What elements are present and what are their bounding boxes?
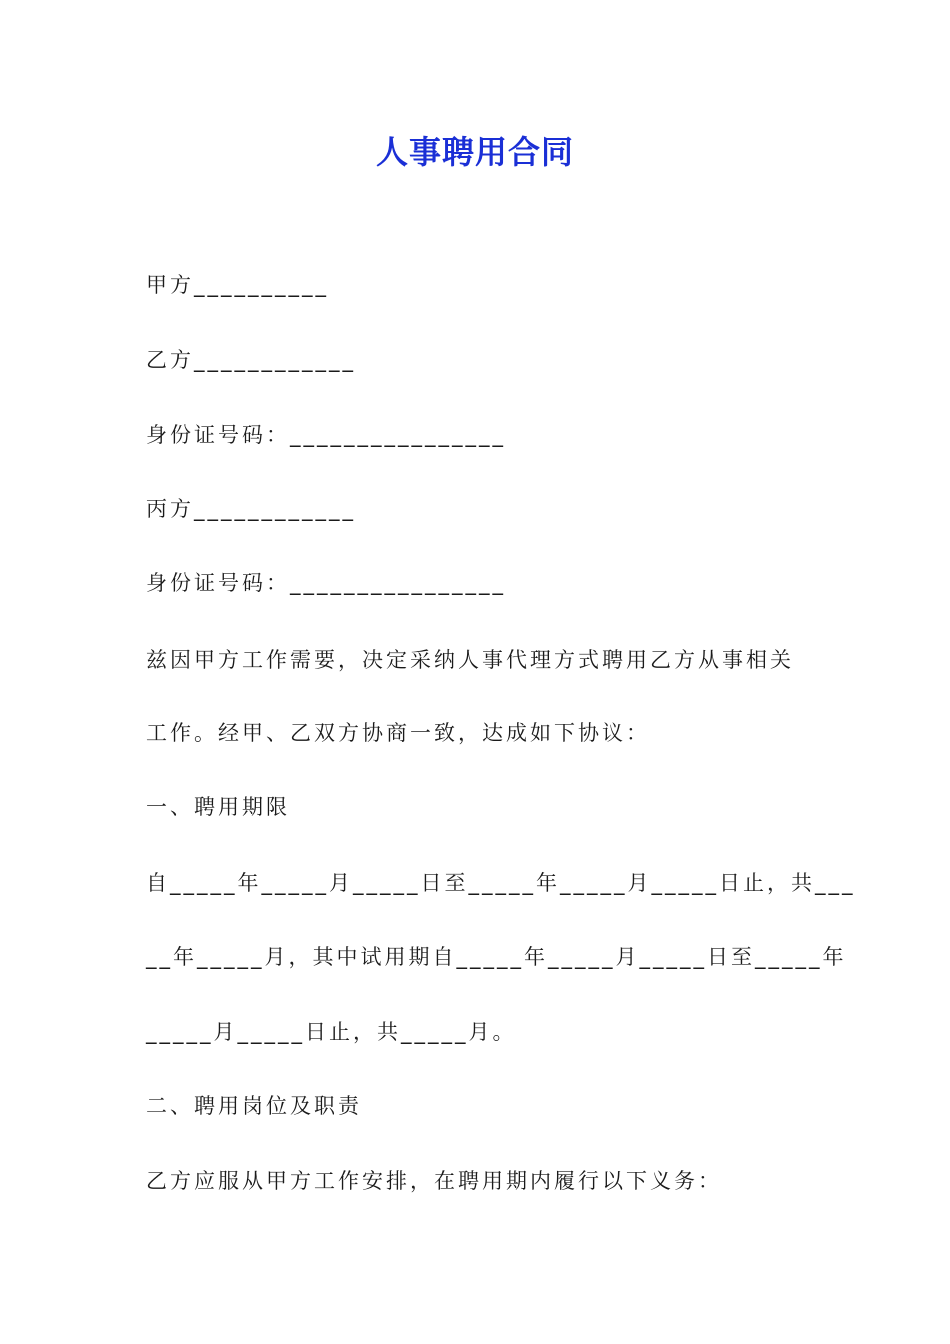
party-b-id-line: 身份证号码：________________: [146, 423, 506, 447]
duties-paragraph-line-1: 乙方应服从甲方工作安排，在聘用期内履行以下义务：: [146, 1169, 722, 1193]
intro-paragraph-line-1: 兹因甲方工作需要，决定采纳人事代理方式聘用乙方从事相关: [146, 648, 794, 672]
section-heading-term: 一、聘用期限: [146, 795, 290, 819]
term-paragraph-line-2: __年_____月，其中试用期自_____年_____月_____日至_____年: [146, 945, 847, 969]
intro-paragraph-line-2: 工作。经甲、乙双方协商一致，达成如下协议：: [146, 721, 650, 745]
section-heading-position: 二、聘用岗位及职责: [146, 1094, 362, 1118]
party-c-id-line: 身份证号码：________________: [146, 571, 506, 595]
term-paragraph-line-3: _____月_____日止，共_____月。: [146, 1020, 517, 1044]
party-b-line: 乙方____________: [146, 348, 356, 372]
document-title: 人事聘用合同: [375, 133, 574, 171]
party-a-line: 甲方__________: [146, 273, 329, 297]
term-paragraph-line-1: 自_____年_____月_____日至_____年_____月_____日止，共___: [146, 871, 856, 895]
party-c-line: 丙方____________: [146, 497, 356, 521]
